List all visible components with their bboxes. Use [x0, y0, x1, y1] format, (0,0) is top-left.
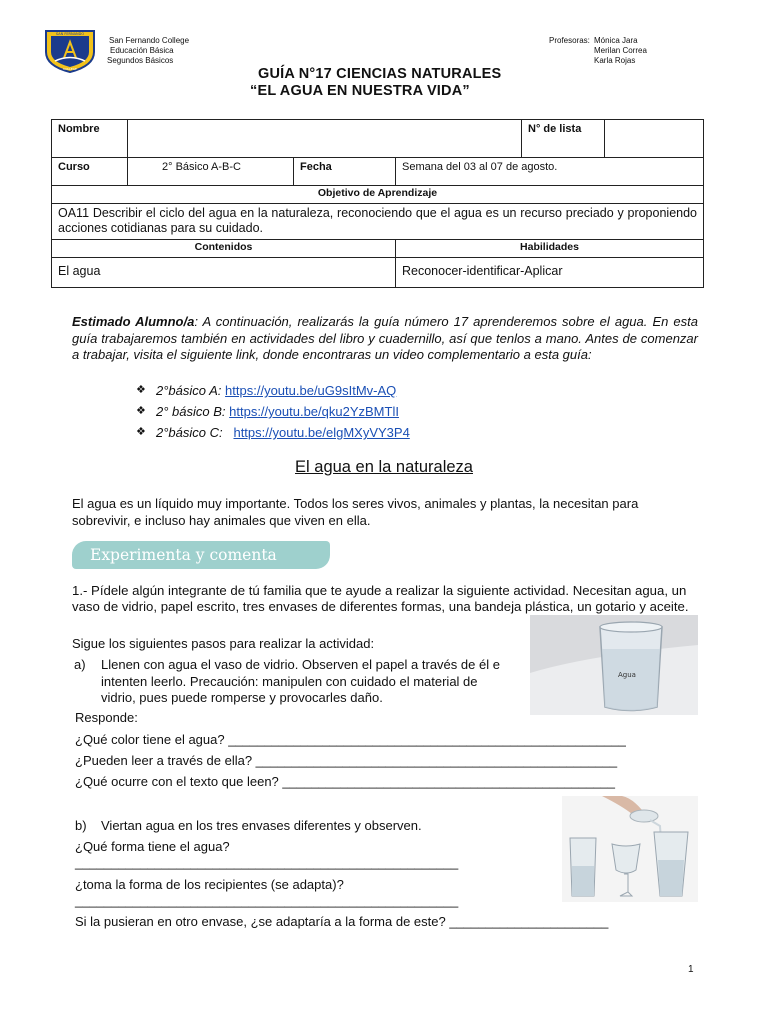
video-link-label: 2° básico B: [156, 404, 226, 419]
section-paragraph: El agua es un líquido muy importante. Todos los seres vivos, animales y plantas, la necesitan para sobrevivir, e incluso hay animales que viven en ella. [72, 496, 639, 528]
video-link-item [136, 380, 410, 401]
step-a-marker: a) [74, 657, 86, 672]
answer-line-shape[interactable]: _____________________________________________________ [75, 855, 459, 870]
video-link-item [136, 401, 410, 422]
diamond-bullet-icon: ❖ [136, 384, 146, 396]
glass-on-paper-photo [530, 615, 698, 715]
intro-lead: Estimado Alumno/a [72, 314, 195, 329]
school-grade: Segundos Básicos [107, 56, 174, 65]
objetivo-text: OA11 Describir el ciclo del agua en la naturaleza, reconociendo que el agua es un recurso preciado y proponiendo acciones cotidianas para su cuidado. [52, 204, 704, 240]
section-title: El agua en la naturaleza [295, 458, 473, 476]
responde-label: Responde: [75, 710, 138, 725]
lista-field[interactable] [605, 120, 704, 158]
lista-label: N° de lista [522, 120, 605, 158]
question-adapt: ¿toma la forma de los recipientes (se adapta)? [75, 877, 344, 892]
video-link-label: 2°básico C: [156, 425, 223, 440]
school-level: Educación Básica [110, 46, 174, 55]
fecha-label: Fecha [294, 158, 396, 186]
intro-paragraph [72, 314, 698, 364]
curso-label: Curso [52, 158, 128, 186]
diamond-bullet-icon: ❖ [136, 426, 146, 438]
svg-text:SAN FERNANDO: SAN FERNANDO [55, 32, 85, 36]
student-info-table [51, 119, 704, 288]
guide-subtitle: “EL AGUA EN NUESTRA VIDA” [250, 83, 470, 99]
question-other-container[interactable]: Si la pusieran en otro envase, ¿se adaptaría a la forma de este? ______________________ [75, 914, 609, 929]
school-info [109, 36, 189, 66]
question-read[interactable]: ¿Pueden leer a través de ella? __________________________________________________ [75, 753, 618, 768]
objetivo-header: Objetivo de Aprendizaje [52, 186, 704, 204]
answer-line-adapt[interactable]: _____________________________________________________ [75, 893, 459, 908]
contenidos-header: Contenidos [52, 240, 396, 258]
question-text[interactable]: ¿Qué ocurre con el texto que leen? ______________________________________________ [75, 774, 615, 789]
video-link-c[interactable]: https://youtu.be/elgMXyVY3P4 [233, 425, 410, 440]
guide-title: GUÍA N°17 CIENCIAS NATURALES [258, 66, 502, 82]
step-a-text: Llenen con agua el vaso de vidrio. Observen el papel a través de él e intenten leerlo. Precaución: manipulen con cuidado el material de vidrio, pues puede romperse y provocarles daño. [101, 657, 500, 705]
page-number: 1 [688, 964, 694, 975]
teacher-name: Merilan Correa [594, 46, 647, 55]
teacher-name: Mónica Jara [594, 36, 638, 45]
experiment-banner: Experimenta y comenta [72, 541, 330, 569]
school-crest-logo [42, 28, 98, 74]
steps-intro: Sigue los siguientes pasos para realizar la actividad: [72, 636, 375, 651]
teacher-name: Karla Rojas [594, 56, 636, 65]
diamond-bullet-icon: ❖ [136, 405, 146, 417]
pouring-water-photo [562, 796, 698, 902]
svg-text:Agua: Agua [618, 671, 636, 679]
teachers-label: Profesoras: [549, 36, 590, 45]
video-link-a[interactable]: https://youtu.be/uG9sItMv-AQ [225, 383, 397, 398]
intro-text: : A continuación, realizarás la guía número 17 aprenderemos sobre el agua. En esta guía trabajaremos también en actividades del libro y cuadernillo, así que tenlos a mano. Antes de comenzar a trabajar, visita el siguiente link, donde encontraras un video complementario a esta guía: [72, 314, 698, 362]
question-shape: ¿Qué forma tiene el agua? [75, 839, 230, 854]
habilidades-value: Reconocer-identificar-Aplicar [396, 258, 704, 288]
contenidos-value: El agua [52, 258, 396, 288]
step-b-text: Viertan agua en los tres envases diferentes y observen. [101, 818, 422, 833]
habilidades-header: Habilidades [396, 240, 704, 258]
fecha-value: Semana del 03 al 07 de agosto. [396, 158, 704, 186]
curso-value: 2° Básico A-B-C [128, 158, 294, 186]
question-color[interactable]: ¿Qué color tiene el agua? _______________________________________________________ [75, 732, 626, 747]
school-name: San Fernando College [109, 36, 190, 45]
video-links-list [136, 380, 410, 443]
svg-text:COLLEGE: COLLEGE [63, 67, 77, 71]
activity-intro: 1.- Pídele algún integrante de tú familia que te ayude a realizar la siguiente actividad. Necesitan agua, un vaso de vidrio, papel escrito, tres envases de diferentes formas, una bandeja plástica, un gotario y aceite. [72, 583, 689, 614]
video-link-b[interactable]: https://youtu.be/qku2YzBMTlI [229, 404, 399, 419]
video-link-label: 2°básico A: [156, 383, 222, 398]
step-b-marker: b) [75, 818, 87, 833]
nombre-label: Nombre [52, 120, 128, 158]
video-link-item [136, 422, 410, 443]
nombre-field[interactable] [128, 120, 522, 158]
teachers-list [594, 36, 647, 66]
